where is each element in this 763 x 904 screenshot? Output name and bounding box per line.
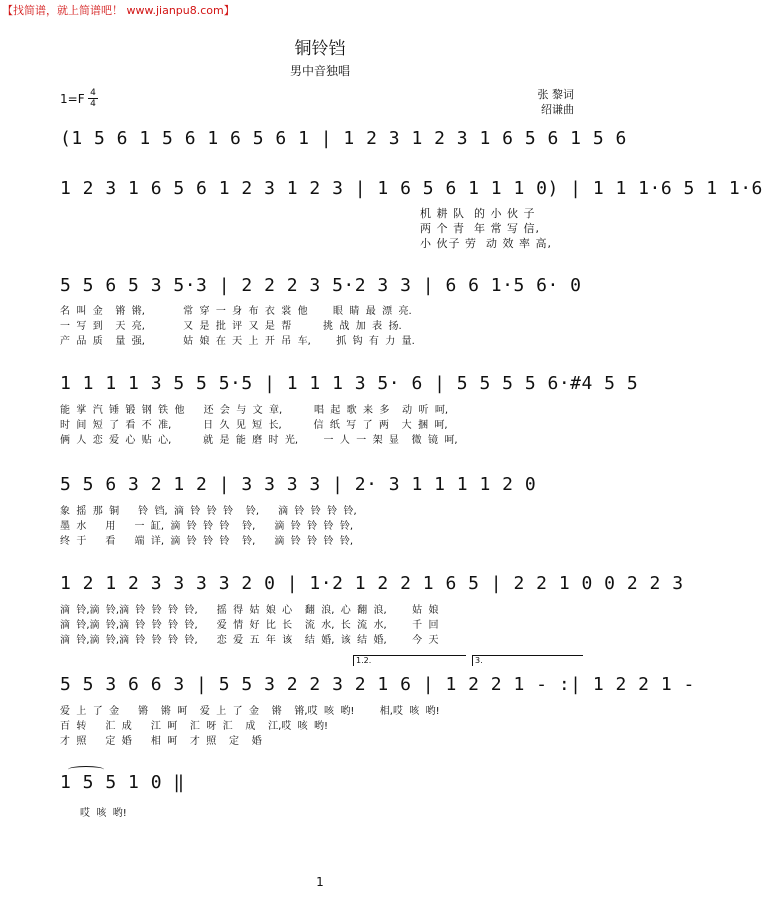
time-signature	[88, 88, 98, 109]
lyrics-row-7-verse-3: 才 照 定 婚 相 呵 才 照 定 婚	[60, 736, 262, 747]
lyrics-row-6-verse-3: 滴 铃,滴 铃,滴 铃 铃 铃 铃, 恋 爱 五 年 该 结 婚, 该 结 婚, 今 天	[60, 635, 439, 646]
lyrics-row-6-verse-1: 滴 铃,滴 铃,滴 铃 铃 铃 铃, 摇 得 姑 娘 心 翻 浪, 心 翻 浪, 姑 娘	[60, 605, 439, 616]
composer-credit: 绍谦曲	[541, 103, 574, 116]
volta-second-ending: 3.	[472, 655, 583, 666]
notation-row-1: (1 5 6 1 5 6 1 6 5 6 1 | 1 2 3 1 2 3 1 6 5 6 1 5 6	[60, 128, 627, 149]
lyrics-row-5-verse-1: 象 摇 那 铜 铃 铛, 滴 铃 铃 铃 铃, 滴 铃 铃 铃 铃,	[60, 506, 357, 517]
lyrics-row-7-verse-1: 爱 上 了 金 锵 锵 呵 爱 上 了 金 锵 锵,哎 咳 哟! 相,哎 咳 哟!	[60, 706, 440, 717]
lyrics-row-2-verse-2: 两 个 青 年 常 写 信,	[420, 222, 540, 235]
lyrics-row-4-verse-1: 能 掌 汽 锤 锻 钢 铁 他 还 会 与 文 章, 唱 起 歌 来 多 动 听 呵,	[60, 405, 449, 416]
notation-row-5: 5 5 6 3 2 1 2 | 3 3 3 3 | 2· 3 1 1 1 1 2 0	[60, 474, 537, 495]
volta-first-ending: 1.2.	[353, 655, 466, 666]
lyrics-row-8-verse-1: 哎 咳 哟!	[80, 808, 127, 819]
key-signature: 1=F	[60, 92, 85, 106]
lyrics-row-7-verse-2: 百 转 汇 成 江 呵 汇 呀 汇 成 江,哎 咳 哟!	[60, 721, 328, 732]
song-subtitle: 男中音独唱	[289, 64, 350, 78]
time-sig-top: 4	[90, 88, 96, 98]
lyrics-row-4-verse-3: 俩 人 恋 爱 心 贴 心, 就 是 能 磨 时 光, 一 人 一 架 显 微 镜 呵,	[60, 435, 458, 446]
lyrics-row-3-verse-2: 一 写 到 天 亮, 又 是 批 评 又 是 帮 挑 战 加 表 扬.	[60, 321, 402, 332]
lyrics-row-2-verse-1: 机 耕 队 的 小 伙 子	[420, 207, 536, 220]
time-sig-bottom: 4	[90, 99, 96, 109]
lyrics-row-4-verse-2: 时 间 短 了 看 不 准, 日 久 见 短 长, 信 纸 写 了 两 大 捆 呵,	[60, 420, 448, 431]
lyrics-row-2-verse-3: 小 伙子 劳 动 效 率 高,	[420, 237, 552, 250]
lyrics-row-5-verse-3: 终 于 看 端 详, 滴 铃 铃 铃 铃, 滴 铃 铃 铃 铃,	[60, 536, 354, 547]
lyricist-credit: 张 黎词	[537, 88, 574, 101]
site-banner[interactable]: 【找简谱，就上简谱吧！ www.jianpu8.com】	[2, 4, 235, 17]
lyrics-row-3-verse-1: 名 叫 金 锵 锵, 常 穿 一 身 布 衣 裳 他 眼 睛 最 漂 亮.	[60, 306, 412, 317]
page-number: 1	[316, 875, 324, 889]
lyrics-row-3-verse-3: 产 品 质 量 强, 姑 娘 在 天 上 开 吊 车, 抓 钩 有 力 量.	[60, 336, 415, 347]
lyrics-row-5-verse-2: 墨 水 用 一 缸, 滴 铃 铃 铃 铃, 滴 铃 铃 铃 铃,	[60, 521, 354, 532]
lyrics-row-6-verse-2: 滴 铃,滴 铃,滴 铃 铃 铃 铃, 爱 情 好 比 长 流 水, 长 流 水, 千 回	[60, 620, 439, 631]
notation-row-2: 1 2 3 1 6 5 6 1 2 3 1 2 3 | 1 6 5 6 1 1 1 0) | 1 1 1·6 5 1 1·6	[60, 178, 763, 199]
notation-row-3: 5 5 6 5 3 5·3 | 2 2 2 3 5·2 3 3 | 6 6 1·5 6· 0	[60, 275, 582, 296]
notation-row-6: 1 2 1 2 3 3 3 3 2 0 | 1·2 1 2 2 1 6 5 | 2 2 1 0 0 2 2 3	[60, 573, 684, 594]
notation-row-8: 1 5 5 1 0 ‖	[60, 772, 185, 793]
notation-row-7: 5 5 3 6 6 3 | 5 5 3 2 2 3 2 1 6 | 1 2 2 1 - :| 1 2 2 1 -	[60, 674, 695, 695]
song-title: 铜铃铛	[294, 39, 346, 59]
notation-row-4: 1 1 1 1 3 5 5 5·5 | 1 1 1 3 5· 6 | 5 5 5 5 6·#4 5 5	[60, 373, 639, 394]
